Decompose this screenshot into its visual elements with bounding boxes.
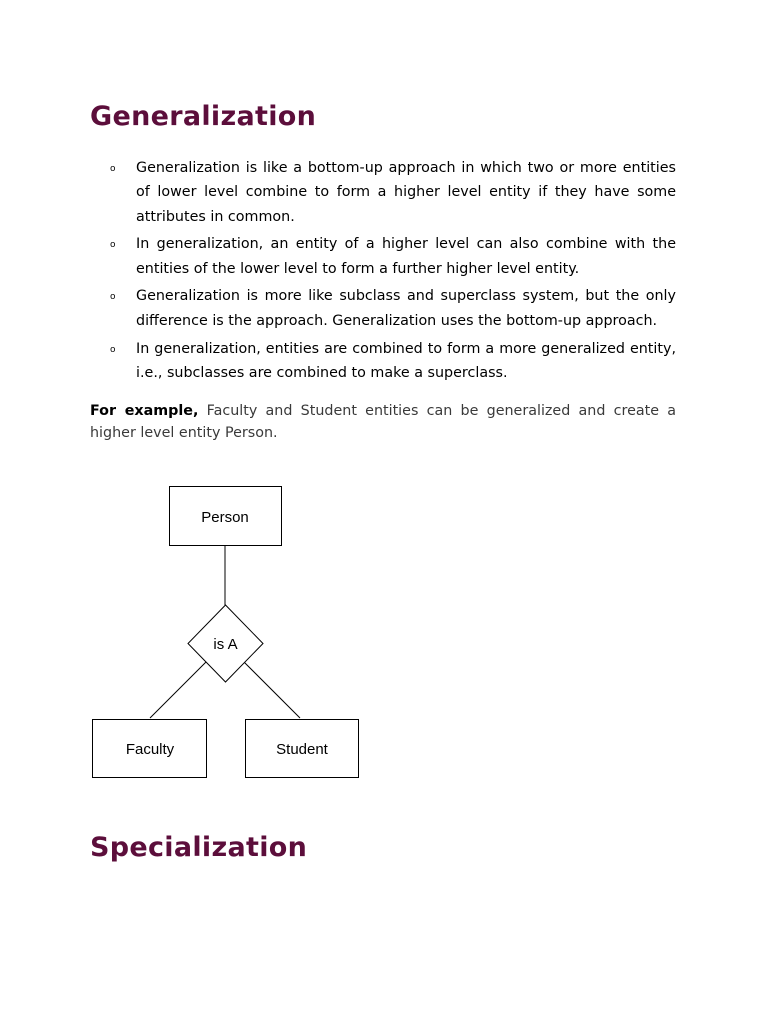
bullet-circle-icon: o — [110, 344, 116, 355]
bullet-text: Generalization is like a bottom-up approach in which two or more entities of lower level combine to form a higher level entity if they have some attributes in common. — [136, 160, 676, 225]
entity-label-person: Person — [201, 509, 249, 526]
example-text: Faculty and Student entities can be generalized and create a higher level entity Person. — [90, 403, 677, 441]
generalization-heading: Generalization — [90, 101, 317, 132]
example-label: For example, — [90, 403, 199, 419]
bullet-circle-icon: o — [110, 164, 116, 174]
bullet-text: Generalization is more like subclass and superclass system, but the only difference is the approach. Generalization uses the bottom-up approach. — [136, 288, 676, 329]
entity-label-faculty: Faculty — [125, 741, 175, 758]
entity-label-student: Student — [276, 741, 328, 758]
relationship-label: is A — [213, 636, 238, 653]
bullet-circle-icon: o — [110, 292, 116, 303]
connector-line-faculty — [150, 662, 206, 718]
bullet-text: In generalization, entities are combined to form a more generalized entity, i.e., subclasses are combined to make a superclass. — [136, 340, 676, 381]
specialization-heading: Specialization — [90, 832, 308, 863]
connector-line-student — [244, 662, 300, 718]
bullet-text: In generalization, an entity of a higher level can also combine with the entities of the lower level to form a further higher level entity. — [136, 236, 676, 277]
bullet-circle-icon: o — [110, 240, 116, 251]
